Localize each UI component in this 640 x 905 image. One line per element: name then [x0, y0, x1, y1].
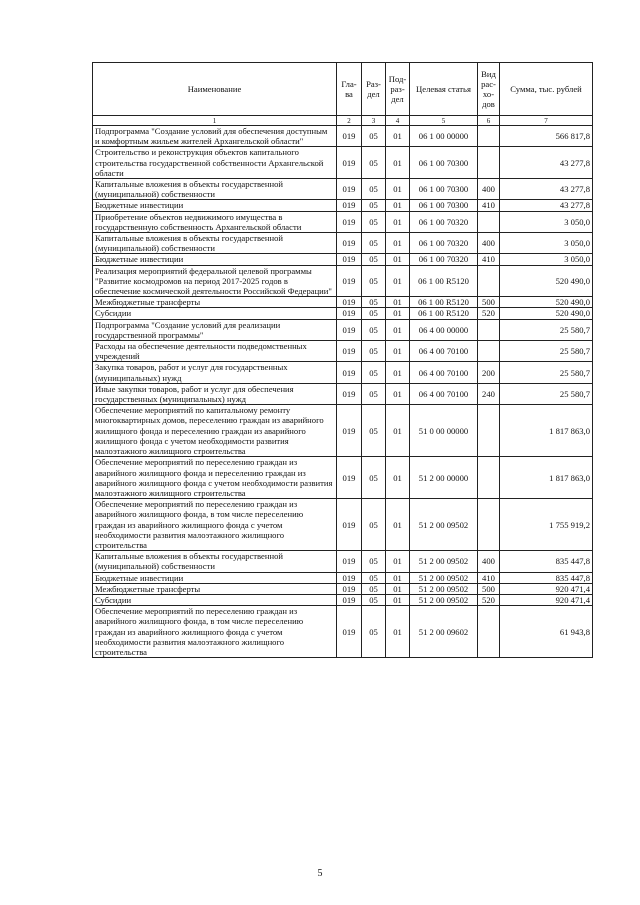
- row-name-cell: Субсидии: [93, 594, 337, 605]
- row-podrazdel-cell: 01: [386, 147, 410, 179]
- table-row: [93, 606, 593, 658]
- row-podrazdel-cell: 01: [386, 200, 410, 211]
- row-razdel-cell: 05: [362, 126, 386, 147]
- row-vid-cell: 400: [478, 551, 500, 572]
- row-podrazdel-cell: 01: [386, 265, 410, 297]
- row-sum-cell: 1 817 863,0: [500, 457, 593, 499]
- row-podrazdel-cell: 01: [386, 211, 410, 232]
- row-name-cell: Субсидии: [93, 308, 337, 319]
- row-glava-cell: 019: [337, 551, 362, 572]
- table-row: [93, 126, 593, 147]
- row-vid-cell: 400: [478, 179, 500, 200]
- row-name-cell: Бюджетные инвестиции: [93, 572, 337, 583]
- row-target-cell: 06 4 00 00000: [410, 319, 478, 340]
- row-glava-cell: 019: [337, 499, 362, 551]
- table-row: [93, 594, 593, 605]
- header-target: Целевая статья: [410, 63, 478, 116]
- row-name-cell: Закупка товаров, работ и услуг для государственных (муниципальных) нужд: [93, 362, 337, 383]
- row-target-cell: 06 4 00 70100: [410, 341, 478, 362]
- row-podrazdel-cell: 01: [386, 319, 410, 340]
- row-podrazdel-cell: 01: [386, 179, 410, 200]
- row-name-cell: Бюджетные инвестиции: [93, 200, 337, 211]
- row-podrazdel-cell: 01: [386, 572, 410, 583]
- row-vid-cell: 240: [478, 383, 500, 404]
- table-row: [93, 572, 593, 583]
- row-razdel-cell: 05: [362, 265, 386, 297]
- row-target-cell: 06 1 00 70320: [410, 254, 478, 265]
- row-glava-cell: 019: [337, 341, 362, 362]
- row-vid-cell: [478, 341, 500, 362]
- row-vid-cell: 200: [478, 362, 500, 383]
- row-vid-cell: [478, 606, 500, 658]
- row-target-cell: 51 2 00 09502: [410, 583, 478, 594]
- row-target-cell: 51 2 00 09502: [410, 551, 478, 572]
- row-podrazdel-cell: 01: [386, 457, 410, 499]
- row-glava-cell: 019: [337, 147, 362, 179]
- row-podrazdel-cell: 01: [386, 606, 410, 658]
- table-row: [93, 308, 593, 319]
- row-podrazdel-cell: 01: [386, 405, 410, 457]
- row-glava-cell: 019: [337, 606, 362, 658]
- row-vid-cell: 410: [478, 254, 500, 265]
- table-row: [93, 405, 593, 457]
- row-razdel-cell: 05: [362, 200, 386, 211]
- row-glava-cell: 019: [337, 572, 362, 583]
- row-razdel-cell: 05: [362, 551, 386, 572]
- row-podrazdel-cell: 01: [386, 362, 410, 383]
- row-target-cell: 06 1 00 70320: [410, 211, 478, 232]
- row-vid-cell: [478, 457, 500, 499]
- row-name-cell: Обеспечение мероприятий по переселению граждан из аварийного жилищного фонда, в том числе переселению граждан из аварийного жилищного фонда с учетом необходимости развития малоэтажного жилищного строительства: [93, 606, 337, 658]
- row-vid-cell: [478, 499, 500, 551]
- table-row: [93, 254, 593, 265]
- row-glava-cell: 019: [337, 362, 362, 383]
- row-glava-cell: 019: [337, 383, 362, 404]
- table-row: [93, 457, 593, 499]
- table-row: [93, 211, 593, 232]
- row-target-cell: 06 1 00 R5120: [410, 297, 478, 308]
- column-number-row: [93, 116, 593, 126]
- row-podrazdel-cell: 01: [386, 254, 410, 265]
- table-row: [93, 383, 593, 404]
- row-target-cell: 06 1 00 70320: [410, 233, 478, 254]
- row-sum-cell: 1 817 863,0: [500, 405, 593, 457]
- row-name-cell: Капитальные вложения в объекты государственной (муниципальной) собственности: [93, 551, 337, 572]
- row-vid-cell: [478, 126, 500, 147]
- row-vid-cell: [478, 147, 500, 179]
- row-glava-cell: 019: [337, 179, 362, 200]
- row-sum-cell: 835 447,8: [500, 551, 593, 572]
- row-razdel-cell: 05: [362, 499, 386, 551]
- row-target-cell: 06 1 00 R5120: [410, 265, 478, 297]
- row-target-cell: 06 1 00 70300: [410, 179, 478, 200]
- row-vid-cell: 400: [478, 233, 500, 254]
- row-glava-cell: 019: [337, 319, 362, 340]
- table-row: [93, 179, 593, 200]
- row-name-cell: Межбюджетные трансферты: [93, 583, 337, 594]
- column-number: 6: [478, 116, 500, 126]
- row-podrazdel-cell: 01: [386, 499, 410, 551]
- row-vid-cell: 500: [478, 297, 500, 308]
- column-number: 3: [362, 116, 386, 126]
- row-name-cell: Подпрограмма "Создание условий для реализации государственной программы": [93, 319, 337, 340]
- row-target-cell: 06 1 00 R5120: [410, 308, 478, 319]
- row-sum-cell: 25 580,7: [500, 362, 593, 383]
- row-name-cell: Бюджетные инвестиции: [93, 254, 337, 265]
- row-vid-cell: 500: [478, 583, 500, 594]
- row-name-cell: Строительство и реконструкция объектов капитального строительства государственной собственности Архангельской области: [93, 147, 337, 179]
- row-glava-cell: 019: [337, 200, 362, 211]
- page-number: 5: [317, 868, 323, 879]
- row-sum-cell: 920 471,4: [500, 583, 593, 594]
- row-glava-cell: 019: [337, 126, 362, 147]
- table-row: [93, 499, 593, 551]
- row-glava-cell: 019: [337, 457, 362, 499]
- table-body: [93, 126, 593, 658]
- row-vid-cell: [478, 319, 500, 340]
- row-vid-cell: 520: [478, 594, 500, 605]
- row-razdel-cell: 05: [362, 457, 386, 499]
- row-podrazdel-cell: 01: [386, 583, 410, 594]
- row-vid-cell: 520: [478, 308, 500, 319]
- row-glava-cell: 019: [337, 211, 362, 232]
- row-target-cell: 06 1 00 00000: [410, 126, 478, 147]
- row-podrazdel-cell: 01: [386, 551, 410, 572]
- row-razdel-cell: 05: [362, 233, 386, 254]
- row-glava-cell: 019: [337, 308, 362, 319]
- row-sum-cell: 520 490,0: [500, 297, 593, 308]
- table-header-row: [93, 63, 593, 116]
- budget-table: [92, 62, 593, 658]
- table-row: [93, 233, 593, 254]
- row-sum-cell: 3 050,0: [500, 211, 593, 232]
- row-target-cell: 51 2 00 09502: [410, 572, 478, 583]
- row-name-cell: Обеспечение мероприятий по капитальному ремонту многоквартирных домов, переселению граждан из аварийного жилищного фонда и переселению граждан из аварийного жилищного фонда с учетом необходимости развития малоэтажного жилищного строительства: [93, 405, 337, 457]
- row-sum-cell: 25 580,7: [500, 341, 593, 362]
- row-razdel-cell: 05: [362, 383, 386, 404]
- row-sum-cell: 566 817,8: [500, 126, 593, 147]
- row-razdel-cell: 05: [362, 308, 386, 319]
- row-target-cell: 06 1 00 70300: [410, 200, 478, 211]
- row-razdel-cell: 05: [362, 583, 386, 594]
- row-target-cell: 51 0 00 00000: [410, 405, 478, 457]
- row-podrazdel-cell: 01: [386, 297, 410, 308]
- row-razdel-cell: 05: [362, 594, 386, 605]
- row-sum-cell: 43 277,8: [500, 200, 593, 211]
- row-sum-cell: 835 447,8: [500, 572, 593, 583]
- row-razdel-cell: 05: [362, 606, 386, 658]
- row-name-cell: Капитальные вложения в объекты государственной (муниципальной) собственности: [93, 233, 337, 254]
- row-name-cell: Обеспечение мероприятий по переселению граждан из аварийного жилищного фонда, в том числе переселению граждан из аварийного жилищного фонда с учетом необходимости развития малоэтажного жилищного строительства: [93, 499, 337, 551]
- row-sum-cell: 61 943,8: [500, 606, 593, 658]
- header-glava: Гла-ва: [337, 63, 362, 116]
- row-razdel-cell: 05: [362, 254, 386, 265]
- row-target-cell: 06 4 00 70100: [410, 383, 478, 404]
- row-sum-cell: 43 277,8: [500, 179, 593, 200]
- table-row: [93, 265, 593, 297]
- row-glava-cell: 019: [337, 265, 362, 297]
- table-row: [93, 551, 593, 572]
- row-razdel-cell: 05: [362, 319, 386, 340]
- row-razdel-cell: 05: [362, 147, 386, 179]
- row-glava-cell: 019: [337, 233, 362, 254]
- column-number: 4: [386, 116, 410, 126]
- row-vid-cell: [478, 211, 500, 232]
- row-razdel-cell: 05: [362, 405, 386, 457]
- row-sum-cell: 1 755 919,2: [500, 499, 593, 551]
- row-razdel-cell: 05: [362, 572, 386, 583]
- row-name-cell: Подпрограмма "Создание условий для обеспечения доступным и комфортным жильем жителей Архангельской области": [93, 126, 337, 147]
- row-target-cell: 51 2 00 09502: [410, 594, 478, 605]
- row-razdel-cell: 05: [362, 341, 386, 362]
- row-target-cell: 51 2 00 09602: [410, 606, 478, 658]
- row-name-cell: Приобретение объектов недвижимого имущества в государственную собственность Архангельской области: [93, 211, 337, 232]
- row-podrazdel-cell: 01: [386, 308, 410, 319]
- row-glava-cell: 019: [337, 594, 362, 605]
- table-row: [93, 583, 593, 594]
- row-sum-cell: 25 580,7: [500, 319, 593, 340]
- column-number: 1: [93, 116, 337, 126]
- row-sum-cell: 920 471,4: [500, 594, 593, 605]
- row-podrazdel-cell: 01: [386, 126, 410, 147]
- table-row: [93, 362, 593, 383]
- row-sum-cell: 3 050,0: [500, 233, 593, 254]
- header-razdel: Раз-дел: [362, 63, 386, 116]
- row-name-cell: Реализация мероприятий федеральной целевой программы "Развитие космодромов на период 2017-2025 годов в обеспечение космической деятельности Российской Федерации": [93, 265, 337, 297]
- row-podrazdel-cell: 01: [386, 341, 410, 362]
- row-podrazdel-cell: 01: [386, 233, 410, 254]
- header-vid: Вид рас-хо-дов: [478, 63, 500, 116]
- row-target-cell: 51 2 00 00000: [410, 457, 478, 499]
- row-vid-cell: 410: [478, 200, 500, 211]
- column-number: 7: [500, 116, 593, 126]
- row-vid-cell: 410: [478, 572, 500, 583]
- table-row: [93, 341, 593, 362]
- row-glava-cell: 019: [337, 297, 362, 308]
- column-number: 5: [410, 116, 478, 126]
- row-podrazdel-cell: 01: [386, 594, 410, 605]
- row-glava-cell: 019: [337, 583, 362, 594]
- row-sum-cell: 3 050,0: [500, 254, 593, 265]
- row-sum-cell: 25 580,7: [500, 383, 593, 404]
- row-razdel-cell: 05: [362, 211, 386, 232]
- header-podrazdel: Под-раз-дел: [386, 63, 410, 116]
- row-glava-cell: 019: [337, 405, 362, 457]
- row-sum-cell: 520 490,0: [500, 265, 593, 297]
- row-sum-cell: 520 490,0: [500, 308, 593, 319]
- row-name-cell: Иные закупки товаров, работ и услуг для обеспечения государственных (муниципальных) нужд: [93, 383, 337, 404]
- row-razdel-cell: 05: [362, 362, 386, 383]
- row-vid-cell: [478, 405, 500, 457]
- table-row: [93, 147, 593, 179]
- row-target-cell: 06 4 00 70100: [410, 362, 478, 383]
- row-razdel-cell: 05: [362, 297, 386, 308]
- header-name: Наименование: [93, 63, 337, 116]
- row-target-cell: 06 1 00 70300: [410, 147, 478, 179]
- row-target-cell: 51 2 00 09502: [410, 499, 478, 551]
- row-glava-cell: 019: [337, 254, 362, 265]
- row-name-cell: Капитальные вложения в объекты государственной (муниципальной) собственности: [93, 179, 337, 200]
- row-name-cell: Межбюджетные трансферты: [93, 297, 337, 308]
- row-podrazdel-cell: 01: [386, 383, 410, 404]
- row-name-cell: Расходы на обеспечение деятельности подведомственных учреждений: [93, 341, 337, 362]
- row-name-cell: Обеспечение мероприятий по переселению граждан из аварийного жилищного фонда и переселению граждан из аварийного жилищного фонда с учетом необходимости развития малоэтажного жилищного строительства: [93, 457, 337, 499]
- table-row: [93, 297, 593, 308]
- row-sum-cell: 43 277,8: [500, 147, 593, 179]
- row-razdel-cell: 05: [362, 179, 386, 200]
- table-row: [93, 200, 593, 211]
- column-number: 2: [337, 116, 362, 126]
- table-row: [93, 319, 593, 340]
- row-vid-cell: [478, 265, 500, 297]
- header-sum: Сумма, тыс. рублей: [500, 63, 593, 116]
